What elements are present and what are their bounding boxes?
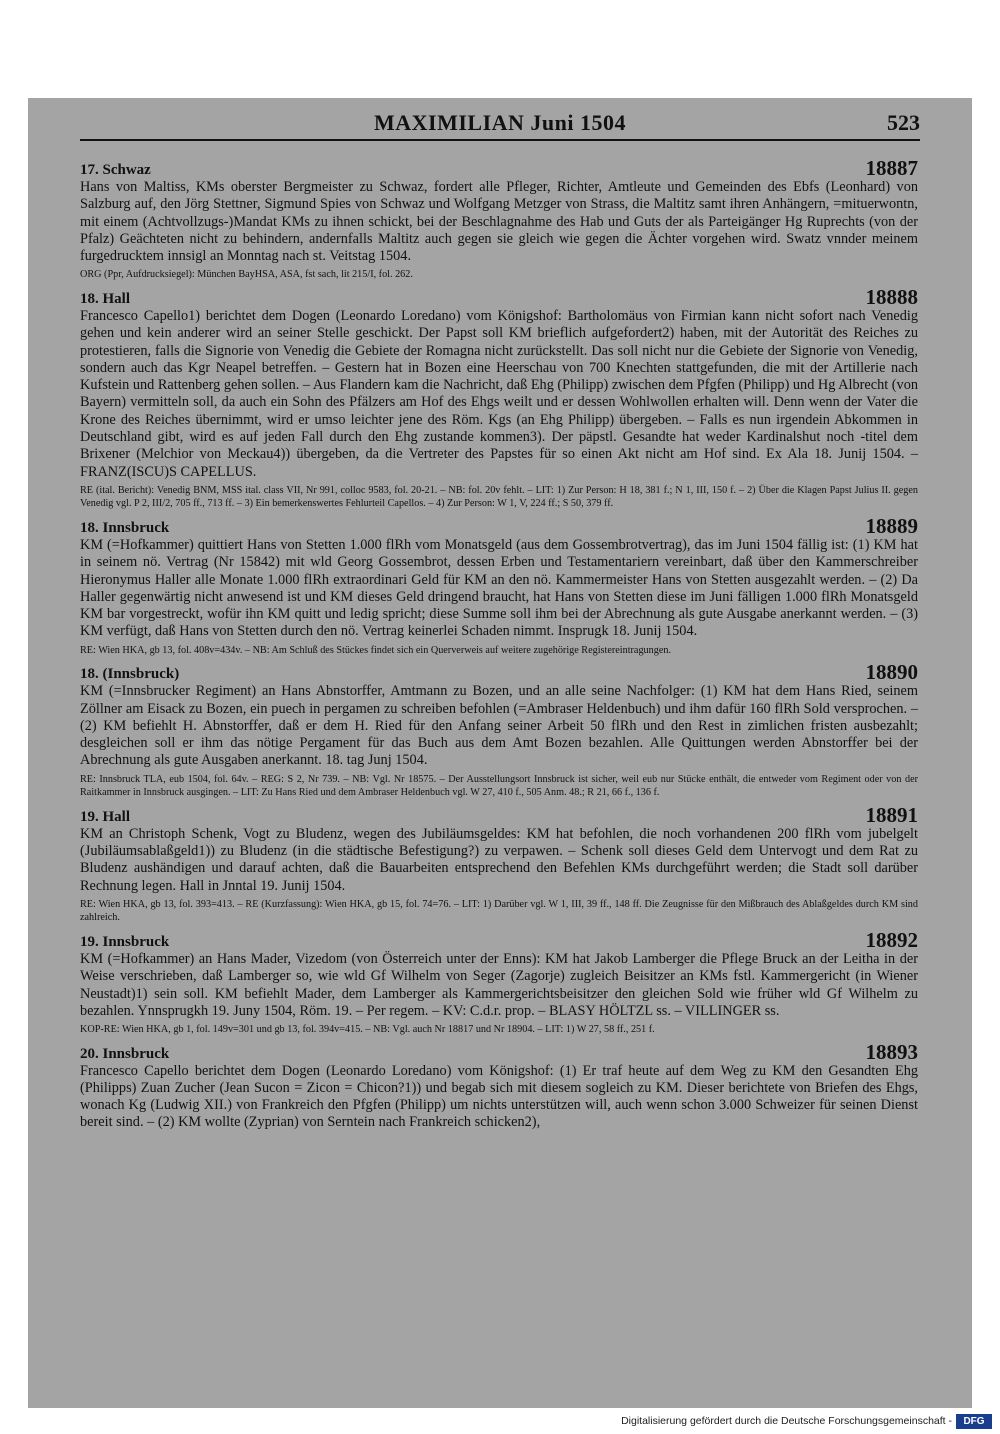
entry-note: KOP-RE: Wien HKA, gb 1, fol. 149v=301 und gb 13, fol. 394v=415. – NB: Vgl. auch Nr 18817 und Nr 18904. – LIT: 1) W 27, 58 ff., 251 f. — [80, 1024, 655, 1036]
dfg-logo[interactable]: DFG — [956, 1414, 992, 1429]
entry — [80, 661, 918, 799]
page-number: 523 — [887, 110, 920, 135]
entry — [80, 1041, 918, 1132]
entry-note: RE: Wien HKA, gb 13, fol. 408v=434v. – NB: Am Schluß des Stückes findet sich ein Querverweis auf weitere zugehörige Registereintragungen. — [80, 644, 671, 656]
entry — [80, 157, 918, 282]
entry-number: 18887 — [865, 156, 918, 180]
entry-title: 19. Hall — [80, 808, 131, 825]
entry-title: 17. Schwaz — [80, 162, 151, 178]
entry — [80, 515, 918, 657]
entry-number: 18890 — [865, 660, 918, 685]
footer — [560, 1413, 1000, 1431]
entry — [80, 286, 918, 511]
entry-body: KM (=Innsbrucker Regiment) an Hans Abnstorffer, Amtmann zu Bozen, und an alle seine Nachfolger: (1) KM hat dem Hans Ried, seinem Zöllner am Eisack zu Bozen, ein puech in pergamen zu schreiben befohlen (=Ambraser Heldenbuch) und ihm dafür 160 flRh Sold versprochen. – (2) KM befiehlt H. Abnstorffer, daß er dem H. Ried für den Anfang seiner Arbeit 50 flRh und den Rest in zimlichen fristen ausbezahlt; desgleichen soll er ihm das nötige Pergament für das Buch aus dem Amt Bozen bezahlen. Alle Quittungen werden Abnstorffer bei der Abrechnung als gute Ausgaben anerkannt. 18. tag Junj 1504. — [80, 683, 918, 769]
page-header — [80, 110, 920, 136]
entry-body: Francesco Capello berichtet dem Dogen (Leonardo Loredano) vom Königshof: (1) Er traf heute auf dem Weg zu KM den Gesandten Ehg (Philipps) Zuan Zucher (Jean Sucon = Zicon = Chicon?1)) und begab sich mit diesem sogleich zu KM. Dieser berichtete von Briefen des Ehgs, wonach Kg (Ludwig XII.) von Frankreich den Pfgfen (Philipp) um nichts unterstützen will, auch wenn schon 3.000 Schweizer für seinen Dienst bereit sind. – (2) KM wollte (Zyprian) von Serntein nach Frankreich schicken2), — [80, 1062, 918, 1131]
entry-body: KM an Christoph Schenk, Vogt zu Bludenz, wegen des Jubiläumsgeldes: KM hat befohlen, die noch vorhandenen 200 flRh vom jubelgelt (Jubiläumsablaßgeld1)) zu Bludenz (in die städtische Befestigung?) zu verpawen. – Schenk soll dieses Geld dem Untervogt und dem Rat zu Bludenz aushändigen und darauf achten, daß die Bauarbeiten entsprechend den Befehlen KMs durchgeführt werden; die Stadt soll darüber Rechnung legen. Hall in Jnntal 19. Junij 1504. — [80, 825, 918, 894]
entry-note: ORG (Ppr, Aufdrucksiegel): München BayHSA, ASA, fst sach, lit 215/I, fol. 262. — [80, 269, 413, 281]
entry-title: 18. Innsbruck — [80, 519, 170, 536]
entry-note: RE (ital. Bericht): Venedig BNM, MSS ital. class VII, Nr 991, colloc 9583, fol. 20-21. – NB: fol. 20v fehlt. – LIT: 1) Zur Person: H 18, 381 f.; N 1, III, 150 f. – 2) Über die Klagen Papst Julius II. gegen Venedig vgl. P 2, III/2, 705 ff., 713 ff. – 3) Ein bemerkenswertes Fehlurteil Capellos. – 4) Zur Person: W 1, V, 224 ff.; S 50, 379 ff. — [80, 484, 918, 510]
entry-body: Francesco Capello1) berichtet dem Dogen (Leonardo Loredano) vom Königshof: Bartholomäus von Firmian kann nicht sofort nach Venedig gehen und kein anderer wird an seiner Stelle geschickt. Der Papst soll KM brieflich aufgefordert2) haben, mit der Autorität des Reiches zu protestieren, falls die Signorie von Venedig die Gebiete der Romagna nicht zurückstellt. Das soll nicht nur die Gebiete der Signorie von Venedig, sondern auch das Kgr Neapel betreffen. – Gestern hat in Bozen eine Heerschau von 700 Knechten stattgefunden, die mit der Artillerie nach Kufstein und Rattenberg gehen sollen. – Aus Flandern kam die Nachricht, daß Ehg (Philipp) zwischen dem Pfgfen (Philipp) und Hg Albrecht (von Bayern) vermitteln soll, da auch ein Sohn des Pfälzers am Hof des Ehgs weilt und er dessen Wohlwollen erhalten will. Denn wenn der Vater die Krone des Reiches übernimmt, wird er umso leichter jene des Röm. Kgs (an Ehg Philipp) übergeben. – Falls es nun irgendein Abkommen in Deutschland gibt, wird es auf jeden Fall durch den Ehg zustande kommen3). Der päpstl. Gesandte hat weder Kardinalshut noch -titel dem Brixener (Melchior von Meckau4)) übergeben, da die Vertreter des Papstes für so einen Akt nicht am Hof sind. Ex Ala 18. Junij 1504. – FRANZ(ISCU)S CAPELLUS. — [80, 307, 918, 480]
entry-title: 18. (Innsbruck) — [80, 666, 180, 683]
header-rule — [80, 139, 920, 141]
entry-title: 20. Innsbruck — [80, 1045, 170, 1062]
entries — [80, 157, 918, 1136]
entry-body: Hans von Maltiss, KMs oberster Bergmeister zu Schwaz, fordert alle Pfleger, Richter, Amtleute und Gemeinden des Ebfs (Leonhard) von Salzburg auf, den Jörg Stettner, Sigmund Spies von Schwaz und Wolfgang Metzger von Strass, die Maltitz samt ihren Anhängern, =mituerwontn, mit einem (Achtvollzugs-)Mandat KMs zu ihnen schickt, bei der Beschlagnahme des Hab und Guts der als Parteigänger Hg Ruprechts (von der Pfalz) Geächteten nicht zu behindern, andernfalls Maltitz auch gegen sie gleich wie gegen die Ächter vorgehen wird. Swatz vnnder meinem furgedrucktem innsigl an Monntag nach st. Veitstag 1504. — [80, 179, 918, 265]
entry-note: RE: Innsbruck TLA, eub 1504, fol. 64v. – REG: S 2, Nr 739. – NB: Vgl. Nr 18575. – Der Ausstellungsort Innsbruck ist sicher, weil eub nur Stücke enthält, die entweder vom Regiment oder von der Raitkammer in Innsbruck ausgingen. – LIT: Zu Hans Ried und dem Ambraser Heldenbuch vgl. W 27, 410 f., 505 Anm. 48.; R 21, 66 f., 136 f. — [80, 773, 918, 799]
entry-body: KM (=Hofkammer) quittiert Hans von Stetten 1.000 flRh vom Monatsgeld (aus dem Gossembrotvertrag), das im Juni 1504 fällig ist: (1) KM hat in seinem nö. Vertrag (Nr 15842) mit wld Georg Gossembrot, dessen Erben und Testamentariern vereinbart, daß über den Kammerschreiber Hieronymus Haller alle Monate 1.000 flRh extraordinari Geld für KM an den nö. Kammermeister Hans von Stetten ausgezahlt werden. – (2) Da Haller gegenwärtig nicht anwesend ist und KM dieses Geld dringend braucht, hat Hans von Stetten diese im Juni fälligen 1.000 flRh Monatsgeld KM bar vorgestreckt, wofür ihn KM quitt und ledig spricht; diese Summe soll ihm bei der Abrechnung als gute Ausgabe anerkannt werden. – (3) KM verfügt, daß Hans von Stetten durch den nö. Vertrag keinerlei Schaden nimmt. Insprugk 18. Junij 1504. — [80, 536, 918, 640]
entry — [80, 929, 918, 1037]
entry-title: 18. Hall — [80, 290, 131, 307]
entry — [80, 804, 918, 925]
running-title: MAXIMILIAN Juni 1504 — [373, 110, 627, 135]
entry-number: 18893 — [865, 1039, 918, 1064]
entry-body: KM (=Hofkammer) an Hans Mader, Vizedom (von Österreich unter der Enns): KM hat Jakob Lamberger die Pflege Bruck an der Leitha in der Weise verschrieben, daß Lamberger so, wie wld Gf Wilhelm von Seger (Zagorje) zugleich Beisitzer an KMs fstl. Kammergericht (in Wiener Neustadt)1) sein soll. KM befiehlt Mader, dem Lamberger als Kammergerichtsbeisitzer den gleichen Sold wie früher wld Gf Wilhelm zu bezahlen. Ynnsprugkh 19. Juny 1504, Röm. 19. – Per regem. – KV: C.d.r. prop. – BLASY HÖLTZL ss. – VILLINGER ss. — [80, 950, 918, 1019]
entry-title: 19. Innsbruck — [80, 933, 170, 950]
entry-note: RE: Wien HKA, gb 13, fol. 393=413. – RE (Kurzfassung): Wien HKA, gb 15, fol. 74=76. – LIT: 1) Darüber vgl. W 1, III, 39 ff., 148 ff. Die Zeugnisse für den Mißbrauch des Ablaßgeldes durch KM sind zahlreich. — [80, 898, 918, 924]
entry-number: 18888 — [865, 284, 918, 309]
entry-number: 18892 — [865, 927, 918, 952]
footer-credit: Digitalisierung gefördert durch die Deutsche Forschungsgemeinschaft - — [621, 1415, 952, 1427]
entry-number: 18889 — [865, 513, 918, 538]
entry-number: 18891 — [865, 802, 918, 827]
